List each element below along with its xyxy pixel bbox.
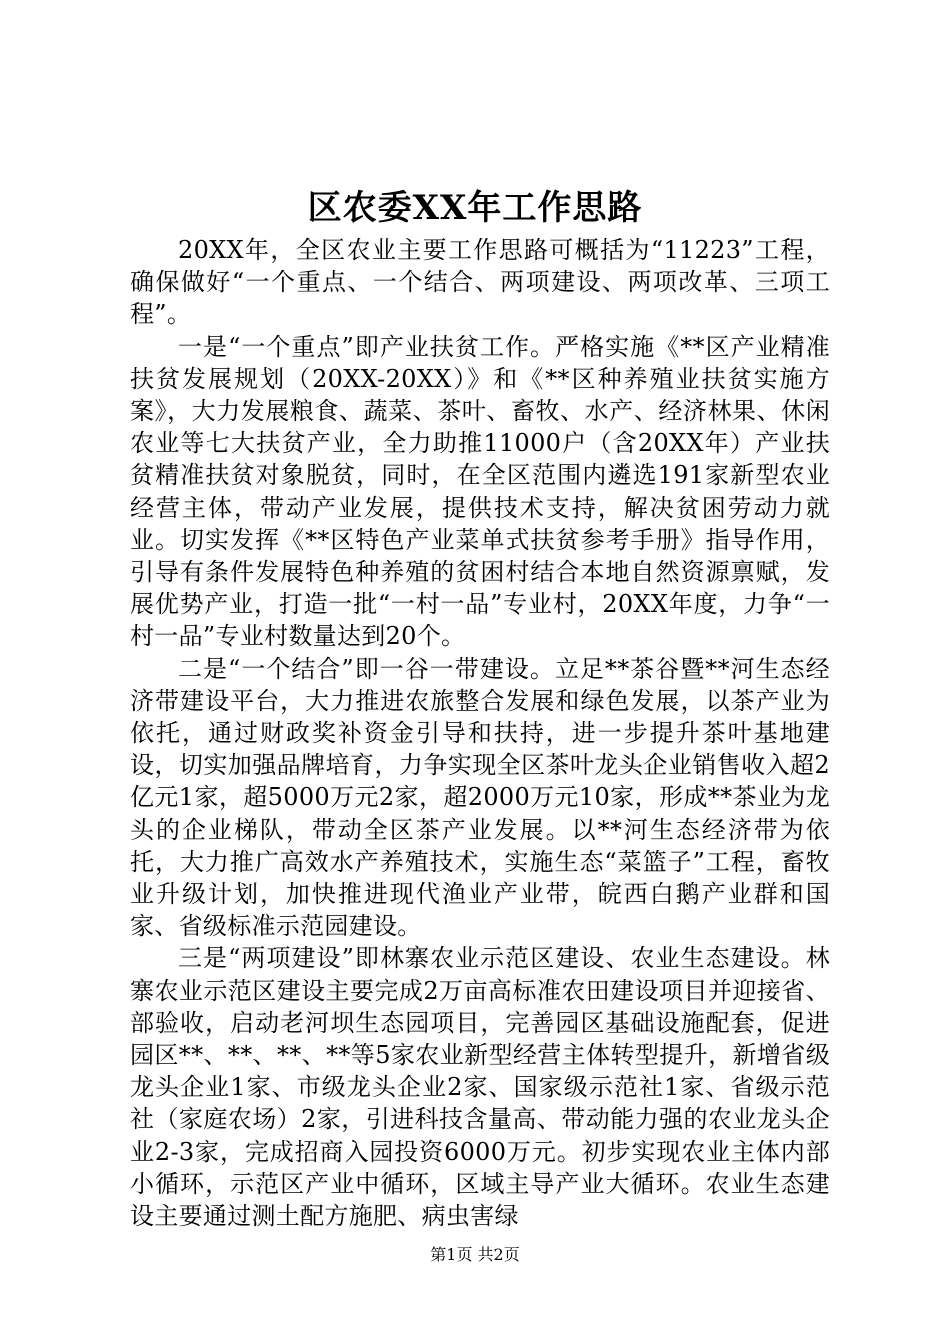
paragraph-intro: 20XX年，全区农业主要工作思路可概括为“11223”工程，确保做好“一个重点、一个结合、两项建设、两项改革、三项工程”。: [130, 236, 830, 329]
document-title: 区农委XX年工作思路: [307, 188, 643, 228]
paragraph-two-constructions: 三是“两项建设”即林寨农业示范区建设、农业生态建设。林寨农业示范区建设主要完成2万亩高标准农田建设项目并迎接省、部验收，启动老河坝生态园项目，完善园区基础设施配套，促进园区**、**、**、**等5家农业新型经营主体转型提升，新增省级龙头企业1家、市级龙头企业2家、国家级示范社1家、省级示范社（家庭农场）2家，引进科技含量高、带动能力强的农业龙头企业2-3家，完成招商入园投资6000万元。初步实现农业主体内部小循环，示范区产业中循环，区域主导产业大循环。农业生态建设主要通过测土配方施肥、病虫害绿: [130, 944, 830, 1231]
document-body: [130, 234, 830, 1232]
paragraph-poverty-alleviation: 一是“一个重点”即产业扶贫工作。严格实施《**区产业精准扶贫发展规划（20XX-20XX）》和《**区种养殖业扶贫实施方案》，大力发展粮食、蔬菜、茶叶、畜牧、水产、经济林果、休闲农业等七大扶贫产业，全力助推11000户（含20XX年）产业扶贫精准扶贫对象脱贫，同时，在全区范围内遴选191家新型农业经营主体，带动产业发展，提供技术支持，解决贫困劳动力就业。切实发挥《**区特色产业菜单式扶贫参考手册》指导作用，引导有条件发展特色种养殖的贫困村结合本地自然资源禀赋，发展优势产业，打造一批“一村一品”专业村，20XX年度，力争“一村一品”专业村数量达到20个。: [130, 332, 830, 651]
paragraph-valley-belt: 二是“一个结合”即一谷一带建设。立足**茶谷暨**河生态经济带建设平台，大力推进农旅整合发展和绿色发展，以茶产业为依托，通过财政奖补资金引导和扶持，进一步提升茶叶基地建设，切实加强品牌培育，力争实现全区茶叶龙头企业销售收入超2亿元1家，超5000万元2家，超2000万元10家，形成**茶业为龙头的企业梯队，带动全区茶产业发展。以**河生态经济带为依托，大力推广高效水产养殖技术，实施生态“菜篮子”工程，畜牧业升级计划，加快推进现代渔业产业带，皖西白鹅产业群和国家、省级标准示范园建设。: [130, 654, 830, 941]
page-footer: 第1页 共2页: [430, 1245, 520, 1264]
